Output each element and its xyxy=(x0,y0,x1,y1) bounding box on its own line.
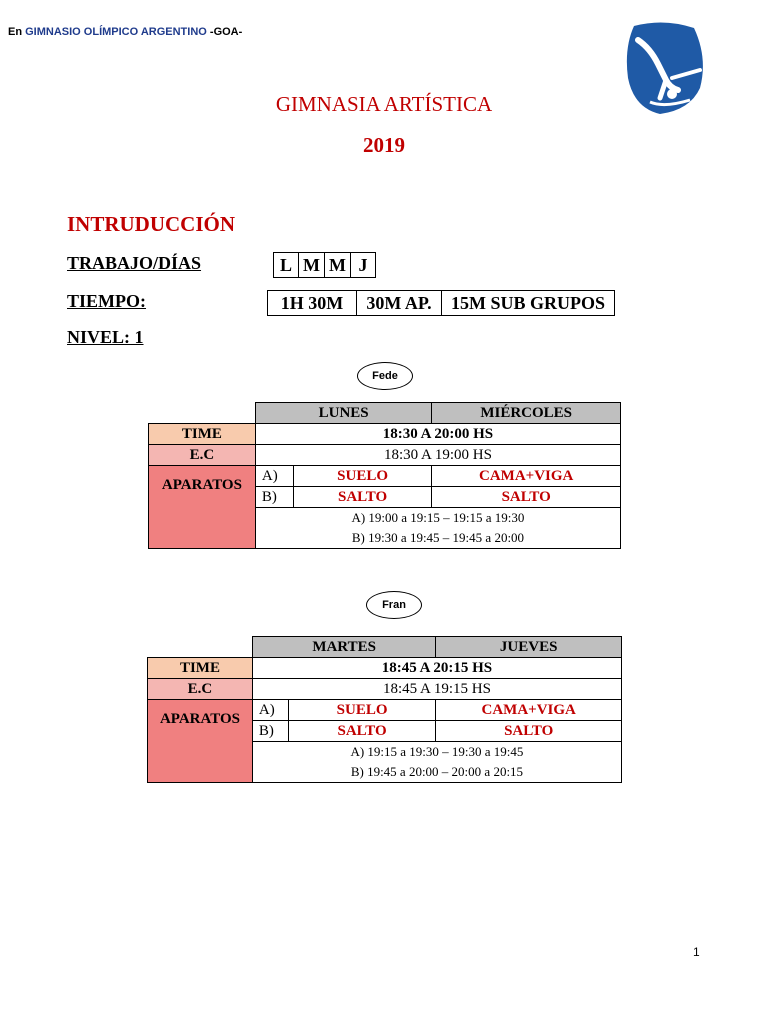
apparatus-cell: SUELO xyxy=(293,466,432,487)
rotation-line: B) 19:45 a 20:00 – 20:00 a 20:15 xyxy=(252,762,621,783)
aparatos-label: APARATOS xyxy=(148,700,253,783)
day-box: J xyxy=(351,253,376,278)
rotation-line: A) 19:00 a 19:15 – 19:15 a 19:30 xyxy=(255,508,620,529)
day-box: M xyxy=(299,253,325,278)
header-suffix: -GOA- xyxy=(206,26,243,38)
trabajo-label: TRABAJO/DÍAS xyxy=(67,253,202,273)
page-number: 1 xyxy=(693,945,700,959)
tiempo-colon: : xyxy=(140,291,147,311)
apparatus-cell: CAMA+VIGA xyxy=(436,700,622,721)
rotation-line: A) 19:15 a 19:30 – 19:30 a 19:45 xyxy=(252,742,621,763)
apparatus-cell: CAMA+VIGA xyxy=(432,466,621,487)
coach-oval: Fran xyxy=(366,591,422,619)
apparatus-cell: SALTO xyxy=(436,721,622,742)
row-letter: A) xyxy=(255,466,293,487)
tiempo-box-cell: 1H 30M xyxy=(268,291,357,316)
ec-label: E.C xyxy=(149,445,256,466)
schedule-table xyxy=(147,636,622,783)
day-header: MARTES xyxy=(252,637,436,658)
nivel-value: 1 xyxy=(130,327,144,347)
day-box: L xyxy=(274,253,299,278)
day-header: LUNES xyxy=(255,403,432,424)
ec-label: E.C xyxy=(148,679,253,700)
time-label: TIME xyxy=(148,658,253,679)
time-value: 18:30 A 20:00 HS xyxy=(255,424,620,445)
time-label: TIME xyxy=(149,424,256,445)
aparatos-label: APARATOS xyxy=(149,466,256,549)
apparatus-cell: SALTO xyxy=(288,721,436,742)
rotation-line: B) 19:30 a 19:45 – 19:45 a 20:00 xyxy=(255,528,620,549)
row-letter: A) xyxy=(252,700,288,721)
apparatus-cell: SALTO xyxy=(432,487,621,508)
document-title: GIMNASIA ARTÍSTICA xyxy=(275,92,493,116)
blank-cell xyxy=(148,637,253,658)
header-prefix: En xyxy=(8,26,26,38)
apparatus-cell: SALTO xyxy=(293,487,432,508)
nivel-label-text: NIVEL xyxy=(67,327,125,347)
row-letter: B) xyxy=(252,721,288,742)
header-line xyxy=(8,26,242,38)
day-box: M xyxy=(325,253,351,278)
tiempo-label xyxy=(67,291,146,312)
days-box xyxy=(273,252,376,278)
schedule-table xyxy=(148,402,621,549)
header-org: GIMNASIO OLÍMPICO ARGENTINO xyxy=(25,26,207,38)
day-header: JUEVES xyxy=(436,637,622,658)
blank-cell xyxy=(149,403,256,424)
apparatus-cell: SUELO xyxy=(288,700,436,721)
time-value: 18:45 A 20:15 HS xyxy=(252,658,621,679)
tiempo-label-text: TIEMPO xyxy=(67,291,141,311)
row-letter: B) xyxy=(255,487,293,508)
day-header: MIÉRCOLES xyxy=(432,403,621,424)
tiempo-box-cell: 30M AP. xyxy=(357,291,442,316)
coach-oval: Fede xyxy=(357,362,413,390)
section-heading: INTRUDUCCIÓN xyxy=(67,212,236,236)
ec-value: 18:30 A 19:00 HS xyxy=(255,445,620,466)
ec-value: 18:45 A 19:15 HS xyxy=(252,679,621,700)
tiempo-box-cell: 15M SUB GRUPOS xyxy=(442,291,615,316)
nivel-label xyxy=(67,327,144,348)
document-year: 2019 xyxy=(363,133,405,157)
nivel-colon: : xyxy=(124,327,131,347)
tiempo-box xyxy=(267,290,615,316)
